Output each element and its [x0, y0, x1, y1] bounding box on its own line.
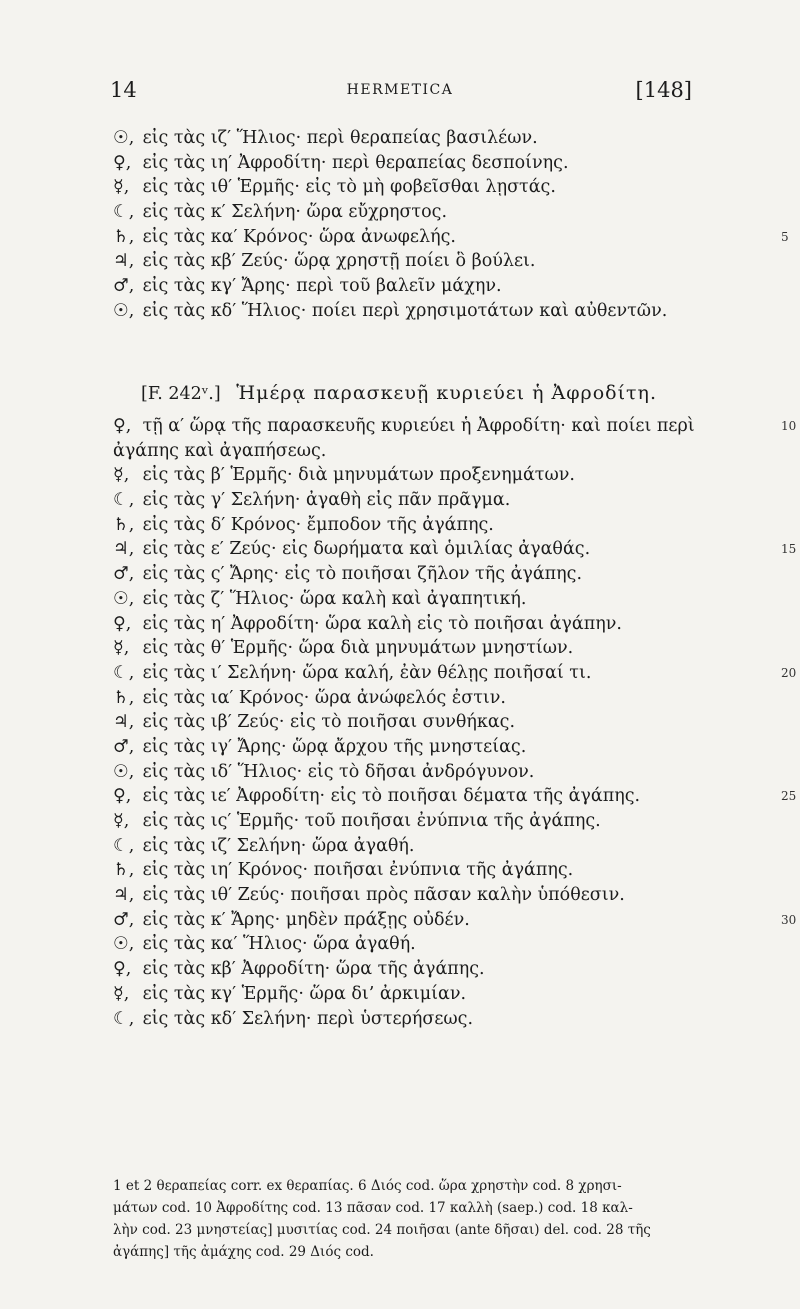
line-number: 25 [781, 789, 797, 804]
planet-symbol-icon: ☿, [113, 465, 130, 486]
line-text: εἰς τὰς ιθ′ Ζεύς· ποιῆσαι πρὸς πᾶσαν καλὴν ὑπόθεσιν. [137, 885, 625, 906]
line-number: 5 [781, 229, 789, 244]
planet-symbol-icon: ♂, [113, 564, 135, 585]
line-text: εἰς τὰς κγ′ Ἑρμῆς· ὥρα δι’ ἀρκιμίαν. [137, 983, 467, 1004]
text-line [113, 274, 693, 299]
text-line [113, 809, 693, 834]
planet-symbol-icon: ♀, [113, 786, 132, 807]
line-text: ἀγάπης καὶ ἀγαπήσεως. [113, 440, 327, 461]
critical-apparatus [113, 1175, 711, 1263]
planet-symbol-icon: ☿, [113, 983, 130, 1004]
line-text: εἰς τὰς θ′ Ἑρμῆς· ὥρα διὰ μηνυμάτων μνηστίων. [137, 638, 574, 659]
text-line [113, 932, 693, 957]
text-line [113, 636, 693, 661]
text-line [113, 151, 693, 176]
planet-symbol-icon: ♀, [113, 613, 132, 634]
line-text: εἰς τὰς δ′ Κρόνος· ἔμποδον τῆς ἀγάπης. [137, 514, 494, 535]
planet-symbol-icon: ☿, [113, 638, 130, 659]
text-line [113, 562, 693, 587]
line-number: 15 [781, 542, 797, 557]
line-text: εἰς τὰς κβ′ Ἀφροδίτη· ὥρα τῆς ἀγάπης. [137, 959, 485, 980]
text-line [113, 784, 797, 809]
line-text: τῇ α′ ὥρᾳ τῆς παρασκευῆς κυριεύει ἡ Ἀφροδίτη· καὶ ποίει περὶ [137, 416, 695, 436]
line-text: εἰς τὰς ι′ Σελήνη· ὥρα καλή, ἐὰν θέλῃς ποιῆσαί τι. [137, 662, 592, 683]
line-text: εἰς τὰς ις′ Ἑρμῆς· τοῦ ποιῆσαι ἐνύπνια τῆς ἀγάπης. [137, 811, 601, 831]
line-text: εἰς τὰς κα′ Ἥλιος· ὥρα ἀγαθή. [137, 934, 416, 955]
text-line [113, 439, 693, 464]
planet-symbol-icon: ♄, [113, 860, 135, 881]
planet-symbol-icon: ☾, [113, 835, 135, 856]
day-heading: Ἡμέρᾳ παρασκευῇ κυριεύει ἡ Ἀφροδίτη. [236, 382, 657, 404]
page-number: 14 [110, 78, 137, 102]
line-text: εἰς τὰς β′ Ἑρμῆς· διὰ μηνυμάτων προξενημάτων. [137, 465, 575, 486]
text-line [113, 537, 797, 562]
planet-symbol-icon: ♂, [113, 909, 135, 930]
line-text: εἰς τὰς κγ′ Ἄρης· περὶ τοῦ βαλεῖν μάχην. [137, 276, 502, 297]
line-text: εἰς τὰς ιζ′ Ἥλιος· περὶ θεραπείας βασιλέων. [137, 128, 538, 148]
line-number: 20 [781, 665, 797, 680]
line-text: εἰς τὰς ζ′ Ἥλιος· ὥρα καλὴ καὶ ἀγαπητική. [137, 588, 527, 609]
planet-symbol-icon: ♀, [113, 416, 132, 436]
text-line [113, 612, 693, 637]
planet-symbol-icon: ♄, [113, 226, 135, 247]
planet-symbol-icon: ♀, [113, 959, 132, 980]
planet-symbol-icon: ♄, [113, 514, 135, 535]
text-line [113, 587, 693, 612]
planet-symbol-icon: ♂, [113, 276, 135, 297]
line-text: εἰς τὰς η′ Ἀφροδίτη· ὥρα καλὴ εἰς τὸ ποιῆσαι ἀγάπην. [137, 613, 622, 634]
text-line [113, 957, 693, 982]
text-line [113, 299, 693, 324]
line-text: εἰς τὰς ια′ Κρόνος· ὥρα ἀνώφελός ἐστιν. [137, 687, 506, 708]
text-line [113, 249, 693, 274]
text-line [113, 1007, 693, 1032]
text-line [113, 126, 693, 151]
text-line [113, 661, 797, 686]
folio-heading [141, 382, 657, 404]
text-line [113, 513, 693, 538]
text-line [113, 710, 693, 735]
planet-symbol-icon: ♃, [113, 539, 135, 560]
line-text: εἰς τὰς ιζ′ Σελήνη· ὥρα ἀγαθή. [137, 835, 415, 856]
planet-symbol-icon: ☉, [113, 761, 135, 782]
text-line [113, 414, 797, 439]
line-text: εἰς τὰς κδ′ Ἥλιος· ποίει περὶ χρησιμοτάτων καὶ αὐθεντῶν. [137, 300, 668, 321]
running-title: HERMETICA [346, 82, 454, 98]
text-line [113, 735, 693, 760]
text-block-first [113, 126, 789, 324]
text-line [113, 858, 693, 883]
text-line [113, 834, 693, 859]
line-text: εἰς τὰς κδ′ Σελήνη· περὶ ὑστερήσεως. [137, 1008, 474, 1029]
line-text: εἰς τὰς ιδ′ Ἥλιος· εἰς τὸ δῆσαι ἀνδρόγυνον. [137, 761, 535, 782]
line-text: εἰς τὰς ιη′ Κρόνος· ποιῆσαι ἐνύπνια τῆς ἀγάπης. [137, 860, 574, 881]
line-text: εἰς τὰς ιε′ Ἀφροδίτη· εἰς τὸ ποιῆσαι δέματα τῆς ἀγάπης. [137, 786, 641, 807]
planet-symbol-icon: ☾, [113, 490, 135, 511]
line-text: εἰς τὰς ιη′ Ἀφροδίτη· περὶ θεραπείας δεσποίνης. [137, 152, 569, 173]
planet-symbol-icon: ☾, [113, 1008, 135, 1029]
note-line: ἀγάπης] τῆς ἀμάχης cod. 29 Διός cod. [113, 1244, 374, 1260]
text-line [113, 883, 693, 908]
line-text: εἰς τὰς γ′ Σελήνη· ἀγαθὴ εἰς πᾶν πρᾶγμα. [137, 490, 511, 511]
line-text: εἰς τὰς ιγ′ Ἄρης· ὥρᾳ ἄρχου τῆς μνηστείας. [137, 736, 527, 757]
text-line [113, 686, 693, 711]
text-line [113, 908, 797, 933]
line-number: 30 [781, 912, 797, 927]
planet-symbol-icon: ☾, [113, 202, 135, 223]
planet-symbol-icon: ♄, [113, 687, 135, 708]
text-line [113, 463, 693, 488]
text-line [113, 760, 693, 785]
text-line [113, 982, 693, 1007]
planet-symbol-icon: ♃, [113, 885, 135, 906]
planet-symbol-icon: ☾, [113, 662, 135, 683]
planet-symbol-icon: ☉, [113, 300, 135, 321]
line-text: εἰς τὰς ιθ′ Ἑρμῆς· εἰς τὸ μὴ φοβεῖσθαι λῃστάς. [137, 177, 556, 198]
note-line: λὴν cod. 23 μνηστείας] μυσιτίας cod. 24 ποιῆσαι (ante δῆσαι) del. cod. 28 τῆς [113, 1222, 651, 1238]
planet-symbol-icon: ♂, [113, 736, 135, 757]
line-text: εἰς τὰς κ′ Σελήνη· ὥρα εὔχρηστος. [137, 202, 448, 223]
line-text: εἰς τὰς κβ′ Ζεύς· ὥρᾳ χρηστῇ ποίει ὃ βούλει. [137, 251, 536, 272]
line-text: εἰς τὰς ς′ Ἄρης· εἰς τὸ ποιῆσαι ζῆλον τῆς ἀγάπης. [137, 564, 583, 585]
note-line: 1 et 2 θεραπείας corr. ex θεραπίας. 6 Διός cod. ὥρα χρηστὴν cod. 8 χρησι- [113, 1178, 622, 1194]
line-text: εἰς τὰς ε′ Ζεύς· εἰς δωρήματα καὶ ὁμιλίας ἀγαθάς. [137, 539, 591, 560]
planet-symbol-icon: ☉, [113, 934, 135, 955]
text-block-second [113, 414, 797, 1031]
folio-reference: [F. 242ᵛ.] [141, 384, 221, 404]
planet-symbol-icon: ♃, [113, 712, 135, 733]
text-line [113, 225, 789, 250]
section-number: [148] [635, 78, 692, 102]
line-text: εἰς τὰς κ′ Ἄρης· μηδὲν πράξῃς οὐδέν. [137, 909, 470, 930]
planet-symbol-icon: ☉, [113, 128, 135, 148]
planet-symbol-icon: ☿, [113, 177, 130, 198]
planet-symbol-icon: ☿, [113, 811, 130, 831]
note-line: μάτων cod. 10 Ἀφροδίτης cod. 13 πᾶσαν cod. 17 καλλὴ (saep.) cod. 18 καλ- [113, 1200, 633, 1216]
planet-symbol-icon: ♃, [113, 251, 135, 272]
planet-symbol-icon: ☉, [113, 588, 135, 609]
line-text: εἰς τὰς κα′ Κρόνος· ὥρα ἀνωφελής. [137, 226, 456, 247]
text-line [113, 488, 693, 513]
page-header [0, 78, 800, 108]
text-line [113, 175, 693, 200]
text-line [113, 200, 693, 225]
line-text: εἰς τὰς ιβ′ Ζεύς· εἰς τὸ ποιῆσαι συνθήκας. [137, 712, 516, 733]
line-number: 10 [781, 419, 797, 433]
planet-symbol-icon: ♀, [113, 152, 132, 173]
